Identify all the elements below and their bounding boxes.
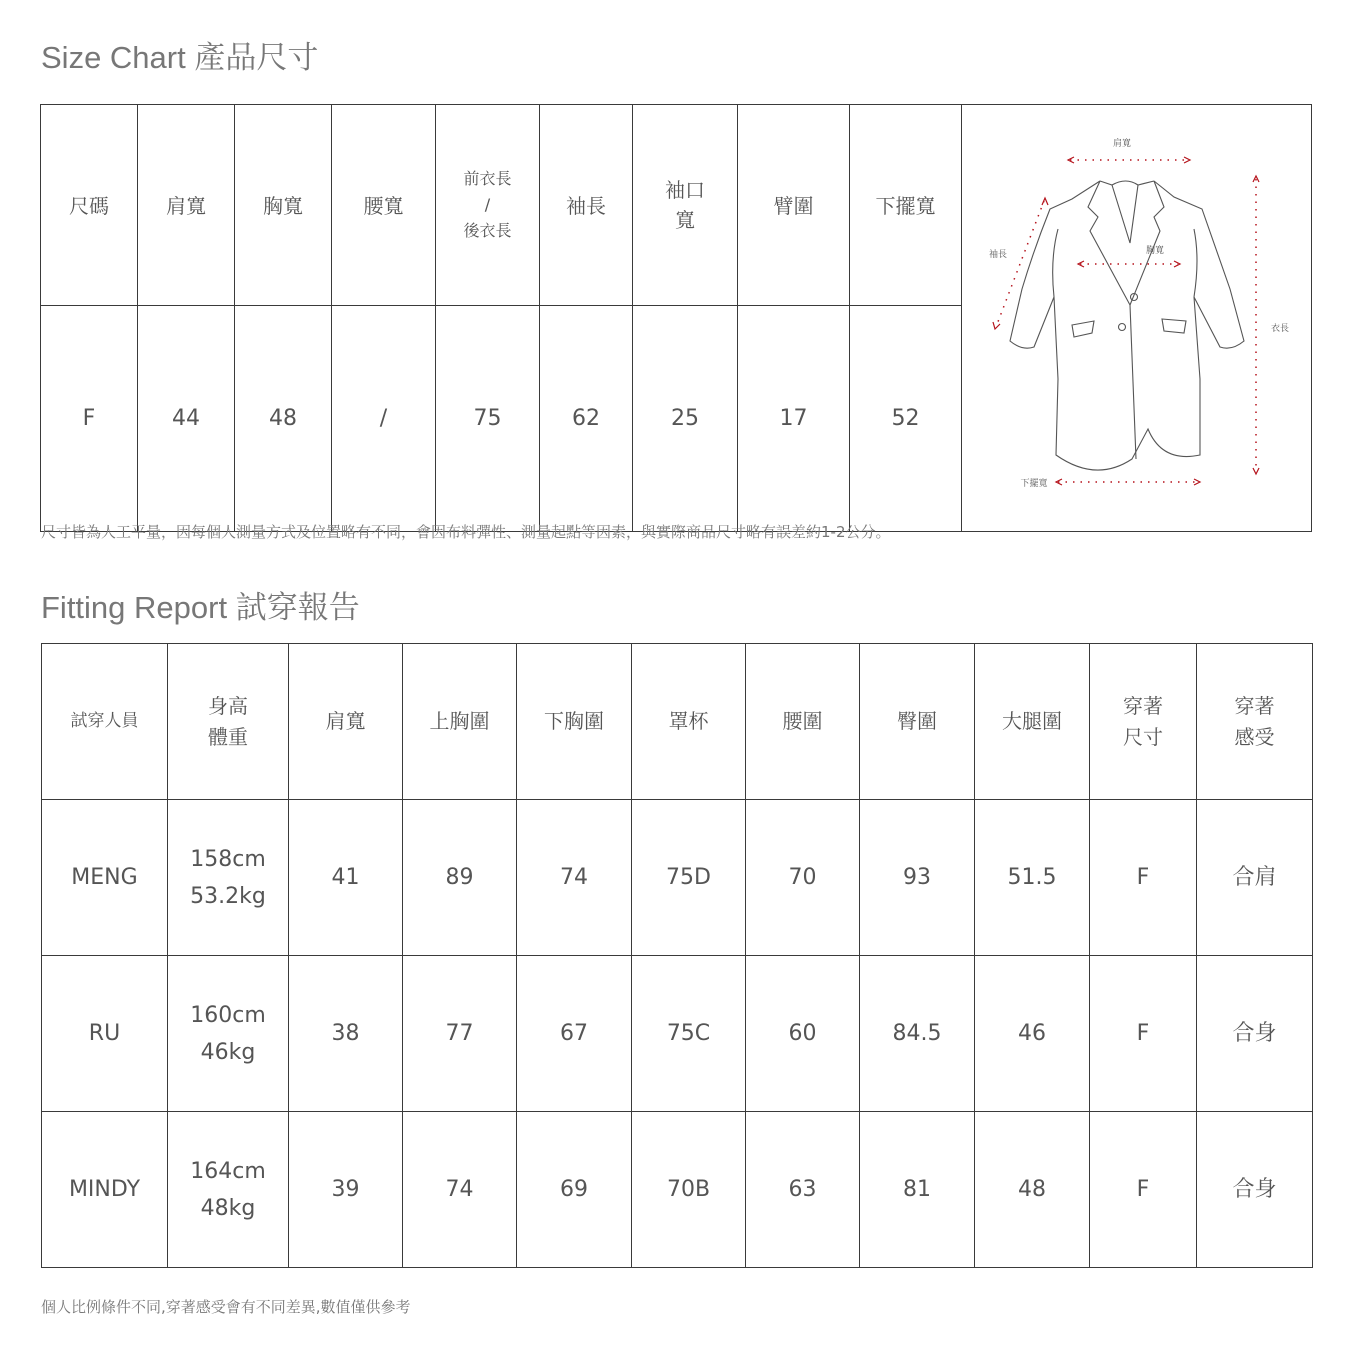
hip-value: 84.5 (860, 956, 975, 1112)
waist-value: 70 (746, 800, 860, 956)
hem-width-value: 52 (850, 305, 962, 531)
under-bust-value: 74 (517, 800, 632, 956)
fit-feeling-value: 合身 (1197, 956, 1313, 1112)
cup-value: 75C (632, 956, 746, 1112)
tester-name: MENG (42, 800, 168, 956)
hip-value: 93 (860, 800, 975, 956)
cup-header: 罩杯 (632, 644, 746, 800)
coat-diagram-icon (962, 129, 1310, 507)
diagram-label-sleeve: 袖長 (988, 250, 1008, 260)
waist-value: / (332, 305, 436, 531)
under-bust-value: 67 (517, 956, 632, 1112)
thigh-header: 大腿圍 (975, 644, 1090, 800)
sleeve-length-header: 袖長 (540, 105, 633, 306)
height-weight: 158cm 53.2kg (168, 800, 289, 956)
size-chart-note: 尺寸皆為人工平量，因每個人測量方式及位置略有不同，會因布料彈性、測量起點等因素，與實際商品尺寸略有誤差約1-2公分。 (41, 523, 891, 541)
length-value: 75 (436, 305, 540, 531)
table-row (42, 956, 1313, 1112)
diagram-label-chest: 胸寬 (1145, 246, 1165, 256)
fit-feeling-value: 合身 (1197, 1112, 1313, 1268)
waist-header: 腰圍 (746, 644, 860, 800)
upper-bust-header: 上胸圍 (403, 644, 517, 800)
size-value: F (41, 305, 138, 531)
shoulder-header: 肩寬 (289, 644, 403, 800)
size-chart-title: Size Chart 產品尺寸 (41, 40, 319, 75)
shoulder-value: 39 (289, 1112, 403, 1268)
cuff-width-value: 25 (633, 305, 738, 531)
sleeve-length-value: 62 (540, 305, 633, 531)
shoulder-value: 44 (138, 305, 235, 531)
thigh-value: 46 (975, 956, 1090, 1112)
thigh-value: 51.5 (975, 800, 1090, 956)
chest-header: 胸寬 (235, 105, 332, 306)
sleeve-measure-line (996, 201, 1044, 327)
size-header: 尺碼 (41, 105, 138, 306)
arm-circumference-header: 臂圍 (738, 105, 850, 306)
waist-header: 腰寬 (332, 105, 436, 306)
tester-name: MINDY (42, 1112, 168, 1268)
fitting-report-note: 個人比例條件不同,穿著感受會有不同差異,數值僅供參考 (41, 1298, 411, 1316)
hip-header: 臀圍 (860, 644, 975, 800)
worn-size-value: F (1090, 1112, 1197, 1268)
tester-header: 試穿人員 (42, 644, 168, 800)
worn-size-value: F (1090, 800, 1197, 956)
cup-value: 75D (632, 800, 746, 956)
shoulder-value: 38 (289, 956, 403, 1112)
diagram-label-length: 衣長 (1270, 324, 1290, 334)
table-row (42, 800, 1313, 956)
coat-diagram (962, 105, 1312, 532)
chest-value: 48 (235, 305, 332, 531)
length-header: 前衣長 / 後衣長 (436, 105, 540, 306)
under-bust-header: 下胸圍 (517, 644, 632, 800)
shoulder-header: 肩寬 (138, 105, 235, 306)
waist-value: 63 (746, 1112, 860, 1268)
upper-bust-value: 89 (403, 800, 517, 956)
under-bust-value: 69 (517, 1112, 632, 1268)
coat-outline (1010, 181, 1244, 470)
worn-size-header: 穿著 尺寸 (1090, 644, 1197, 800)
fit-feeling-header: 穿著 感受 (1197, 644, 1313, 800)
fitting-report-title: Fitting Report 試穿報告 (41, 590, 360, 625)
table-row (42, 1112, 1313, 1268)
arm-circumference-value: 17 (738, 305, 850, 531)
upper-bust-value: 77 (403, 956, 517, 1112)
cup-value: 70B (632, 1112, 746, 1268)
height-weight-header: 身高 體重 (168, 644, 289, 800)
hem-width-header: 下擺寬 (850, 105, 962, 306)
shoulder-value: 41 (289, 800, 403, 956)
cuff-width-header: 袖口 寬 (633, 105, 738, 306)
waist-value: 60 (746, 956, 860, 1112)
fitting-report-table (41, 643, 1313, 1268)
height-weight: 160cm 46kg (168, 956, 289, 1112)
diagram-label-shoulder: 肩寬 (1112, 139, 1132, 149)
size-chart-table (40, 104, 1312, 532)
hip-value: 81 (860, 1112, 975, 1268)
upper-bust-value: 74 (403, 1112, 517, 1268)
tester-name: RU (42, 956, 168, 1112)
worn-size-value: F (1090, 956, 1197, 1112)
fit-feeling-value: 合肩 (1197, 800, 1313, 956)
diagram-label-hem: 下擺寬 (1020, 479, 1048, 489)
height-weight: 164cm 48kg (168, 1112, 289, 1268)
thigh-value: 48 (975, 1112, 1090, 1268)
